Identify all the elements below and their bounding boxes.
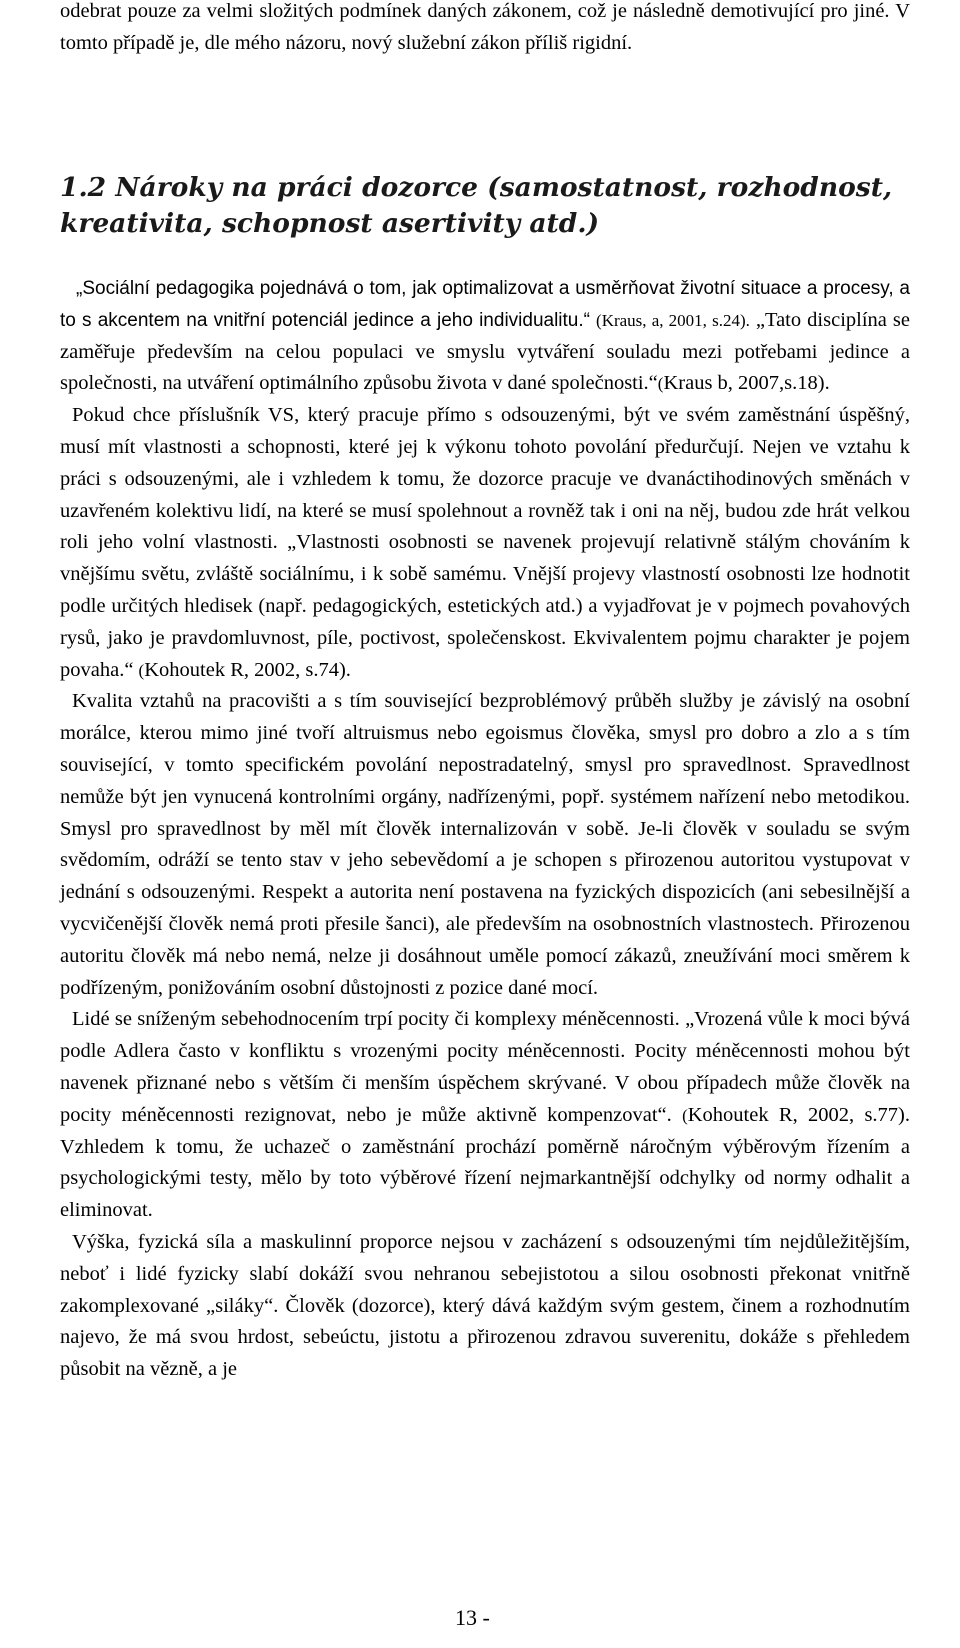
citation-paren: ( [682,1105,688,1125]
citation-paren: ( [138,660,145,680]
paragraph-vyska: Výška, fyzická síla a maskulinní proporce nejsou v zacházení s odsouzenými tím nejdůležitějším, neboť i lidé fyzicky slabí dokáží svou nehranou sebejistotou a silou osobnosti překonat vnitřně zakomplexované „siláky“. Člověk (dozorce), který dává každým svým gestem, činem a rozhodnutím najevo, že má svou hrdost, sebeúctu, jistotu a přirozenou zdravou suverenitu, dokáže s přehledem působit na vězně, a je [60,1230,910,1381]
paragraph-mene-cennost [60,1004,910,1227]
document-page [60,0,910,1648]
paragraph-mene-cennost-tail: Vzhledem k tomu, že uchazeč o zaměstnání prochází poměrně náročným výběrovým řízením a psychologickými testy, mělo by toto výběrové řízení nejmarkantnější odchylky od normy odhalit a eliminovat. [60,1135,910,1222]
body-text [60,273,910,1386]
citation-paren: ( [657,374,664,394]
citation-kraus-b: Kraus b, 2007,s.18). [663,372,830,395]
paragraph-quote [60,273,910,400]
section-heading: 1.2 Nároky na práci dozorce (samostatnost, rozhodnost, kreativita, schopnost asertivity atd.) [60,172,893,239]
citation-kohoutek-77: Kohoutek R, 2002, s.77). [687,1103,910,1126]
paragraph-vlastnosti [60,400,910,686]
paragraph-continuation: odebrat pouze za velmi složitých podmínek daných zákonem, což je následně demotivující pro jiné. V tomto případě je, dle mého názoru, nový služební zákon příliš rigidní. [60,0,910,54]
quote-sociální-pedagogika: „Sociální pedagogika pojednává o tom, jak optimalizovat a usměrňovat životní situace a procesy, a to s akcentem na vnitřní potenciál jedince a jeho individualitu.“ [60,278,910,331]
page-number: 13 - [455,1605,490,1630]
paragraph-kvalita-vztahu: Kvalita vztahů na pracovišti a s tím související bezproblémový průběh služby je závislý na osobní morálce, kterou mimo jiné tvoří altruismus nebo egoismus člověka, smysl pro dobro a zlo a s tím související, v tomto specifickém povolání nepostradatelný, smysl pro spravedlnost. Spravedlnost nemůže být jen vynucená kontrolními orgány, nadřízenými, popř. systémem nařízení nebo metodikou. Smysl pro spravedlnost by měl mít člověk internalizován v sobě. Je-li člověk v souladu se svým svědomím, odráží se tento stav v jeho sebevědomí a je schopen s přirozenou autoritou vystupovat v jednání s odsouzenými. Respekt a autorita není postavena na fyzických dispozicích (ani sebesilnější a vycvičenější člověk nemá proti přesile šanci), ale především na osobnostních vlastnostech. Přirozenou autoritu člověk má nebo nemá, nelze ji dosáhnout uměle pomocí zákazů, zneužívání moci směrem k podřízeným, ponižováním osobní důstojnosti z pozice dané mocí. [60,690,910,999]
quote-tato-disciplina: „Tato disciplína se zaměřuje především na celou populaci ve smyslu vytváření souladu mezi potřebami jedince a společnosti, na utváření optimálního způsobu života v dané společnosti.“ [60,308,910,395]
paragraph-mene-cennost-text: Lidé se sníženým sebehodnocením trpí pocity či komplexy méněcennosti. „Vrozená vůle k moci bývá podle Adlera často v konfliktu s vrozenými pocity méněcennosti. Pocity méněcennosti mohou být navenek přiznané nebo s větším či menším úspěchem skrývané. V obou případech může člověk na pocity méněcennosti rezignovat, nebo je může aktivně kompenzovat“. [60,1008,910,1126]
citation-kraus-a: (Kraus, a, 2001, s.24). [596,310,750,330]
citation-kohoutek-74: Kohoutek R, 2002, s.74). [144,658,351,681]
paragraph-vlastnosti-text: Pokud chce příslušník VS, který pracuje přímo s odsouzenými, být ve svém zaměstnání úspěšný, musí mít vlastnosti a schopnosti, které jej k výkonu tohoto povolání předurčují. Nejen ve vztahu k práci s odsouzenými, ale i vzhledem k tomu, že dozorce pracuje ve dvanáctihodinových směnách v uzavřeném kolektivu lidí, na které se musí spolehnout a rovněž tak i oni na něj, budou zde hrát velkou roli jeho volní vlastnosti. „Vlastnosti osobnosti se navenek projevují relativně stálým chováním k vnějšímu světu, zvláště sociálnímu, i k sobě samému. Vnější projevy vlastností osobnosti lze hodnotit podle určitých hledisek (např. pedagogických, estetických atd.) a vyjadřovat je v pojmech povahových rysů, jako je pravdomluvnost, píle, poctivost, společenskost. Ekvivalentem pojmu charakter je pojem povaha.“ [60,404,910,681]
